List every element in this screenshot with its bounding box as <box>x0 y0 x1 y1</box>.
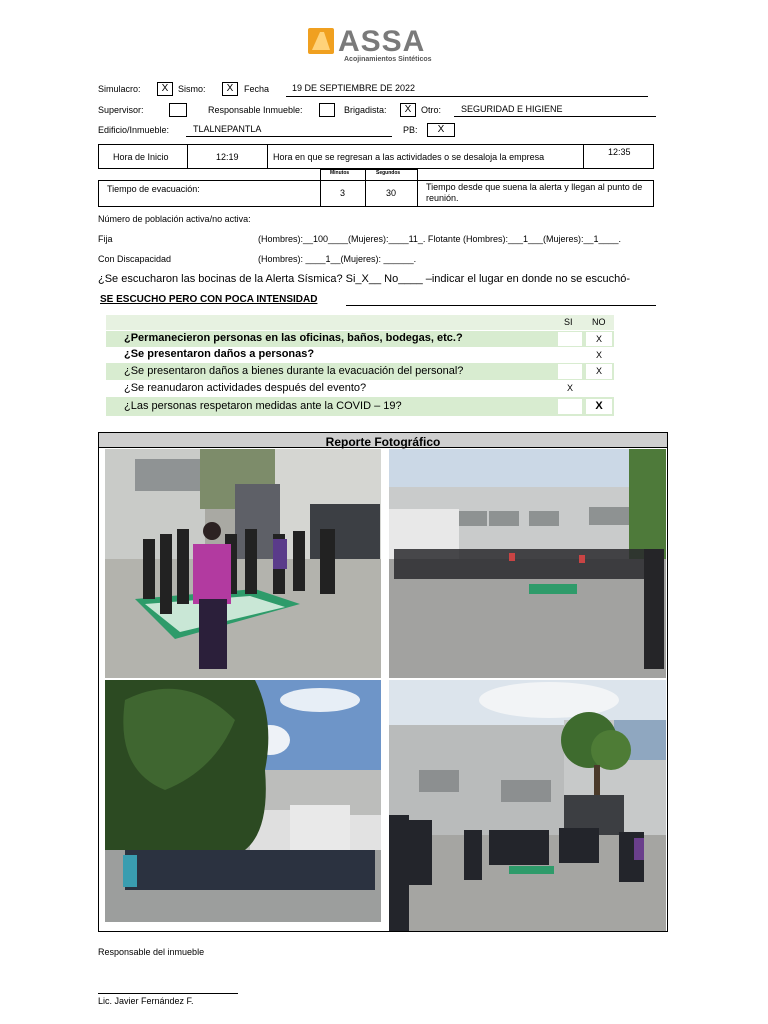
responsable-checkbox[interactable] <box>319 103 335 117</box>
no-answer-cell[interactable]: X <box>595 350 602 360</box>
alerta-label: Tiempo desde que suena la alerta y llegan al punto de reunión. <box>426 182 643 203</box>
no-answer-cell[interactable] <box>586 381 612 396</box>
checklist-row <box>106 331 614 347</box>
fecha-underline <box>286 96 648 97</box>
edificio-label: Edificio/Inmueble: <box>98 125 170 135</box>
si-answer-cell[interactable] <box>558 332 582 346</box>
svg-text:ASSA: ASSA <box>338 25 426 58</box>
minutos-value[interactable]: 3 <box>340 188 346 198</box>
checklist-question: ¿Se presentaron daños a personas? <box>124 348 315 360</box>
brigadista-label: Brigadista: <box>344 105 387 115</box>
checklist-row <box>106 397 614 416</box>
checklist-question: ¿Permanecieron personas en las oficinas, baños, bodegas, etc.? <box>124 332 463 344</box>
bocinas-underline <box>346 305 656 306</box>
edificio-underline <box>186 136 392 137</box>
alerta-cell <box>417 180 654 207</box>
si-answer-cell[interactable] <box>558 399 582 414</box>
segundos-value[interactable]: 30 <box>386 188 397 198</box>
warehouse-group-image <box>389 449 666 678</box>
company-logo <box>306 24 476 64</box>
checklist-row <box>106 363 614 380</box>
trees-trucks-group-image <box>105 680 381 922</box>
segundos-top-cell <box>365 169 418 181</box>
sismo-checkbox[interactable]: X <box>222 82 238 96</box>
hora-inicio-value[interactable]: 12:19 <box>216 152 239 162</box>
group-courtyard-image <box>105 449 381 678</box>
fija-line[interactable]: (Hombres):__100____(Mujeres):____11_. Flotante (Hombres):___1___(Mujeres):__1____. <box>258 234 622 244</box>
hora-inicio-value-cell <box>187 144 268 169</box>
minutos-cell <box>320 180 366 207</box>
hora-regreso-label: Hora en que se regresan a las actividades o se desaloja la empresa <box>273 152 545 162</box>
otro-value[interactable]: SEGURIDAD E HIGIENE <box>461 104 563 114</box>
segundos-cell <box>365 180 418 207</box>
supervisor-label: Supervisor: <box>98 105 144 115</box>
si-answer-cell[interactable] <box>558 364 582 379</box>
simulacro-label: Simulacro: <box>98 84 141 94</box>
hora-regreso-value-cell <box>583 144 654 169</box>
evacuation-photo-1[interactable] <box>105 449 381 678</box>
hora-regreso-value[interactable]: 12:35 <box>608 147 631 157</box>
svg-text:Acojinamientos Sintéticos: Acojinamientos Sintéticos <box>344 56 432 63</box>
discapacidad-label: Con Discapacidad <box>98 254 172 264</box>
simulacro-checkbox[interactable]: X <box>157 82 173 96</box>
supervisor-checkbox[interactable] <box>169 103 187 117</box>
responsable-label: Responsable Inmueble: <box>208 105 303 115</box>
evac-label: Tiempo de evacuación: <box>107 184 200 194</box>
hora-regreso-cell <box>267 144 584 169</box>
checklist-row <box>106 347 614 363</box>
minutos-top-cell <box>320 169 366 181</box>
photo-report-header <box>99 433 667 448</box>
sismo-label: Sismo: <box>178 84 206 94</box>
pb-checkbox[interactable]: X <box>427 123 455 137</box>
assa-logo-icon <box>306 24 476 64</box>
signature-line <box>98 993 238 994</box>
no-answer-cell[interactable]: X <box>586 332 612 346</box>
evacuation-photo-3[interactable] <box>105 680 381 922</box>
no-header: NO <box>592 317 606 327</box>
population-title: Número de población activa/no activa: <box>98 214 251 224</box>
hora-inicio-label: Hora de Inicio <box>113 152 169 162</box>
si-answer-cell[interactable] <box>558 348 582 362</box>
discapacidad-line[interactable]: (Hombres): ____1__(Mujeres): ______. <box>258 254 417 264</box>
checklist-question: ¿Las personas respetaron medidas ante la COVID – 19? <box>124 400 402 412</box>
fija-label: Fija <box>98 234 113 244</box>
bocinas-question: ¿Se escucharon las bocinas de la Alerta Sísmica? Si_X__ No____ –indicar el lugar en donde no se escuchó- <box>98 273 630 285</box>
otro-underline <box>454 116 656 117</box>
brigadista-checkbox[interactable]: X <box>400 103 416 117</box>
evacuation-photo-4[interactable] <box>389 680 666 931</box>
pb-label: PB: <box>403 125 418 135</box>
minutos-header: Minutos <box>330 170 350 176</box>
fecha-label: Fecha <box>244 84 270 94</box>
checklist-header <box>106 315 614 330</box>
si-answer-cell[interactable]: X <box>566 383 573 393</box>
checklist-row <box>106 380 614 397</box>
checklist-question: ¿Se reanudaron actividades después del evento? <box>124 382 367 394</box>
evacuation-photo-2[interactable] <box>389 449 666 678</box>
fecha-value[interactable]: 19 DE SEPTIEMBRE DE 2022 <box>292 83 416 93</box>
bocinas-answer[interactable]: SE ESCUCHO PERO CON POCA INTENSIDAD <box>100 294 318 305</box>
otro-label: Otro: <box>421 105 442 115</box>
si-header: SI <box>564 317 573 327</box>
segundos-header: Segundos <box>376 170 401 176</box>
edificio-value[interactable]: TLALNEPANTLA <box>193 124 262 134</box>
no-answer-cell[interactable]: X <box>586 399 612 414</box>
no-answer-cell[interactable]: X <box>586 364 612 379</box>
signature-name: Lic. Javier Fernández F. <box>98 996 194 1006</box>
checklist-question: ¿Se presentaron daños a bienes durante la evacuación del personal? <box>124 365 464 377</box>
hora-inicio-cell <box>98 144 188 169</box>
signature-label: Responsable del inmueble <box>98 947 205 957</box>
photo-report-title: Reporte Fotográfico <box>325 435 441 449</box>
evac-label-cell <box>98 180 321 207</box>
warehouse-tree-group-image <box>389 680 666 931</box>
